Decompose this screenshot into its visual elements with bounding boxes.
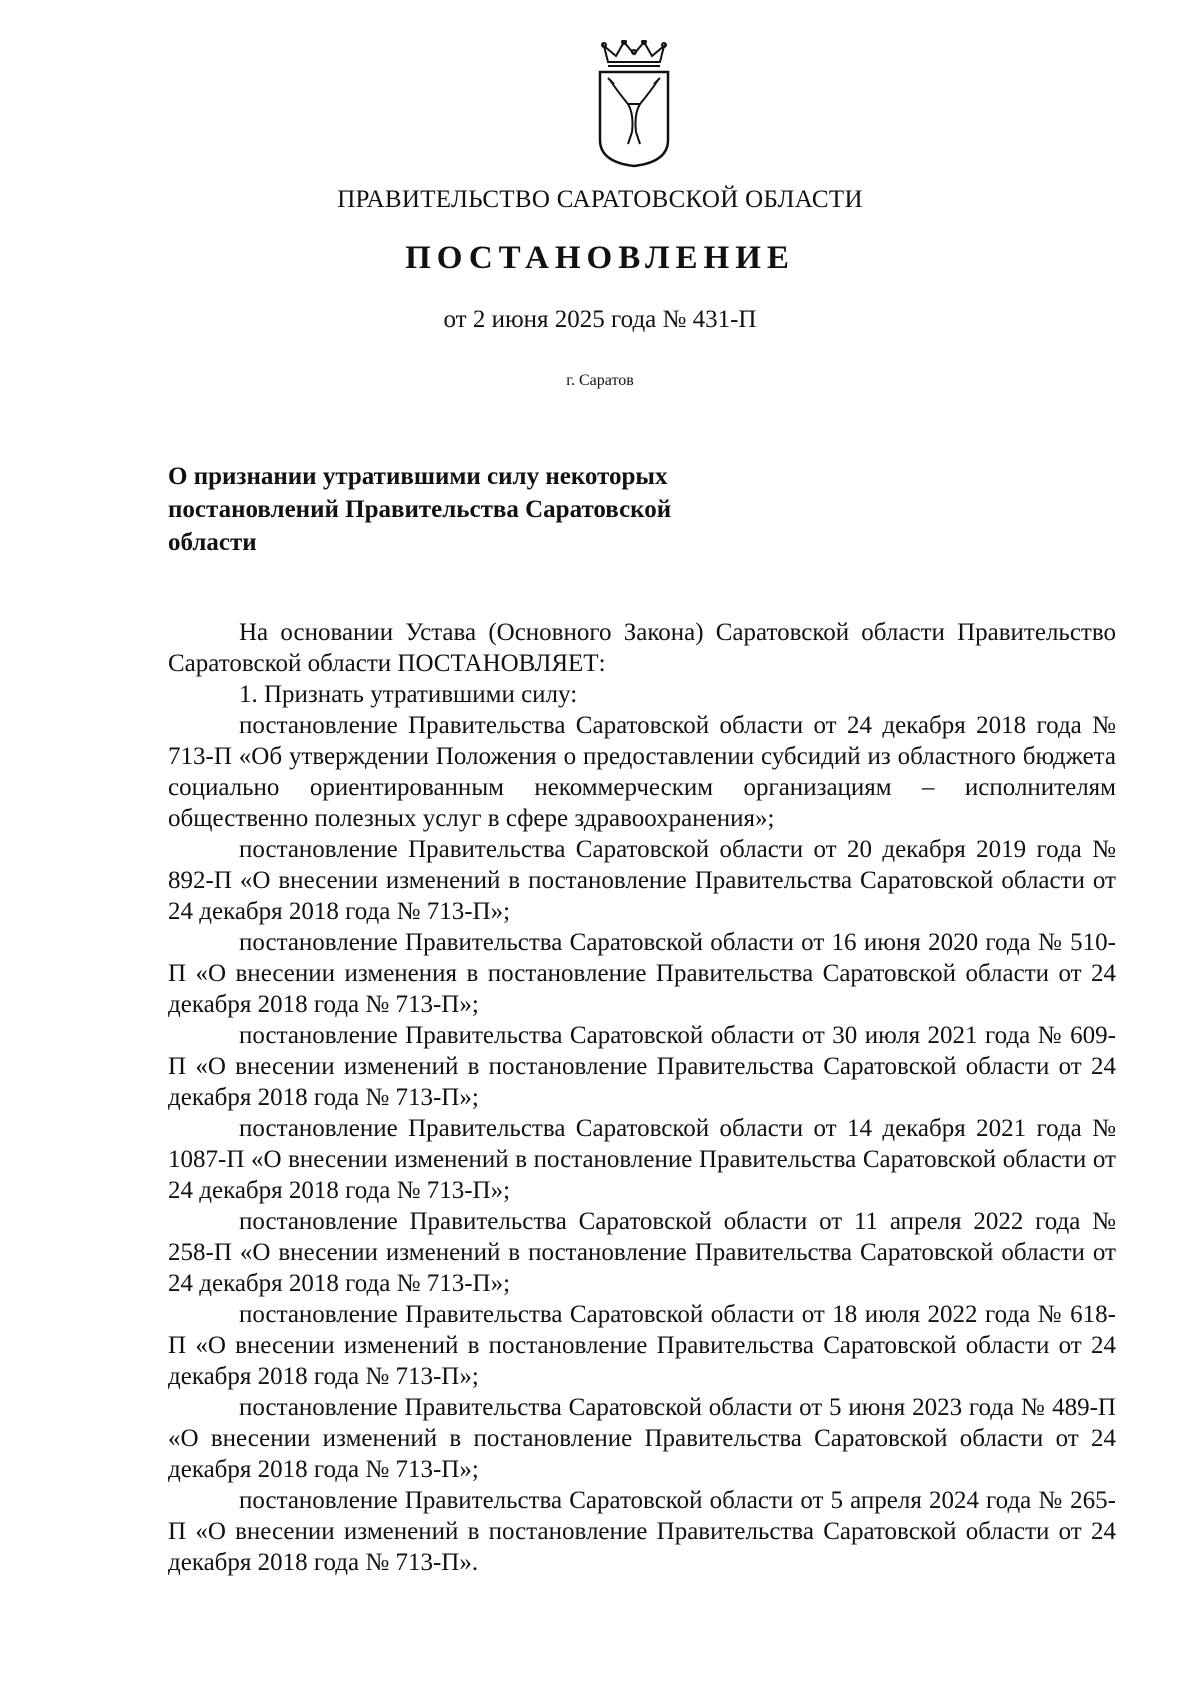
repealed-act-item: постановление Правительства Саратовской области от 30 июля 2021 года № 609-П «О внесении изменений в постановление Правительства Саратовской области от 24 декабря 2018 года № 713-П»;	[168, 1022, 1116, 1111]
repealed-act-item: постановление Правительства Саратовской области от 16 июня 2020 года № 510-П «О внесении изменения в постановление Правительства Саратовской области от 24 декабря 2018 года № 713-П»;	[168, 929, 1116, 1018]
document-subject	[168, 460, 788, 559]
saratov-coat-of-arms-icon	[594, 40, 674, 168]
repealed-act-item: постановление Правительства Саратовской области от 24 декабря 2018 года № 713-П «Об утверждении Положения о предоставлении субсидий из областного бюджета социально ориентированным некоммерческим организациям – исполнителям общественно полезных услуг в сфере здравоохранения»;	[168, 712, 1116, 832]
repealed-act-item: постановление Правительства Саратовской области от 5 апреля 2024 года № 265-П «О внесении изменений в постановление Правительства Саратовской области от 24 декабря 2018 года № 713-П».	[168, 1487, 1116, 1576]
repealed-act-item: постановление Правительства Саратовской области от 20 декабря 2019 года № 892-П «О внесении изменений в постановление Правительства Саратовской области от 24 декабря 2018 года № 713-П»;	[168, 836, 1116, 925]
repealed-act-item: постановление Правительства Саратовской области от 18 июля 2022 года № 618-П «О внесении изменений в постановление Правительства Саратовской области от 24 декабря 2018 года № 713-П»;	[168, 1301, 1116, 1390]
subject-line: О признании утратившими силу некоторых	[168, 463, 668, 490]
government-name: ПРАВИТЕЛЬСТВО САРАТОВСКОЙ ОБЛАСТИ	[337, 186, 863, 213]
repealed-act-item: постановление Правительства Саратовской области от 5 июня 2023 года № 489-П «О внесении изменений в постановление Правительства Саратовской области от 24 декабря 2018 года № 713-П»;	[168, 1394, 1116, 1483]
document-type-title: ПОСТАНОВЛЕНИЕ	[405, 240, 795, 276]
item-1-paragraph: 1. Признать утратившими силу:	[239, 681, 578, 708]
document-date-number: от 2 июня 2025 года № 431-П	[443, 306, 757, 333]
document-city: г. Саратов	[566, 372, 634, 389]
subject-line: области	[168, 529, 257, 556]
repealed-act-item: постановление Правительства Саратовской области от 14 декабря 2021 года № 1087-П «О внесении изменений в постановление Правительства Саратовской области от 24 декабря 2018 года № 713-П»;	[168, 1115, 1116, 1204]
document-body	[168, 617, 1116, 1578]
preamble-paragraph: На основании Устава (Основного Закона) Саратовской области Правительство Саратовской области ПОСТАНОВЛЯЕТ:	[168, 619, 1116, 677]
subject-line: постановлений Правительства Саратовской	[168, 496, 672, 523]
repealed-act-item: постановление Правительства Саратовской области от 11 апреля 2022 года № 258-П «О внесении изменений в постановление Правительства Саратовской области от 24 декабря 2018 года № 713-П»;	[168, 1208, 1116, 1297]
